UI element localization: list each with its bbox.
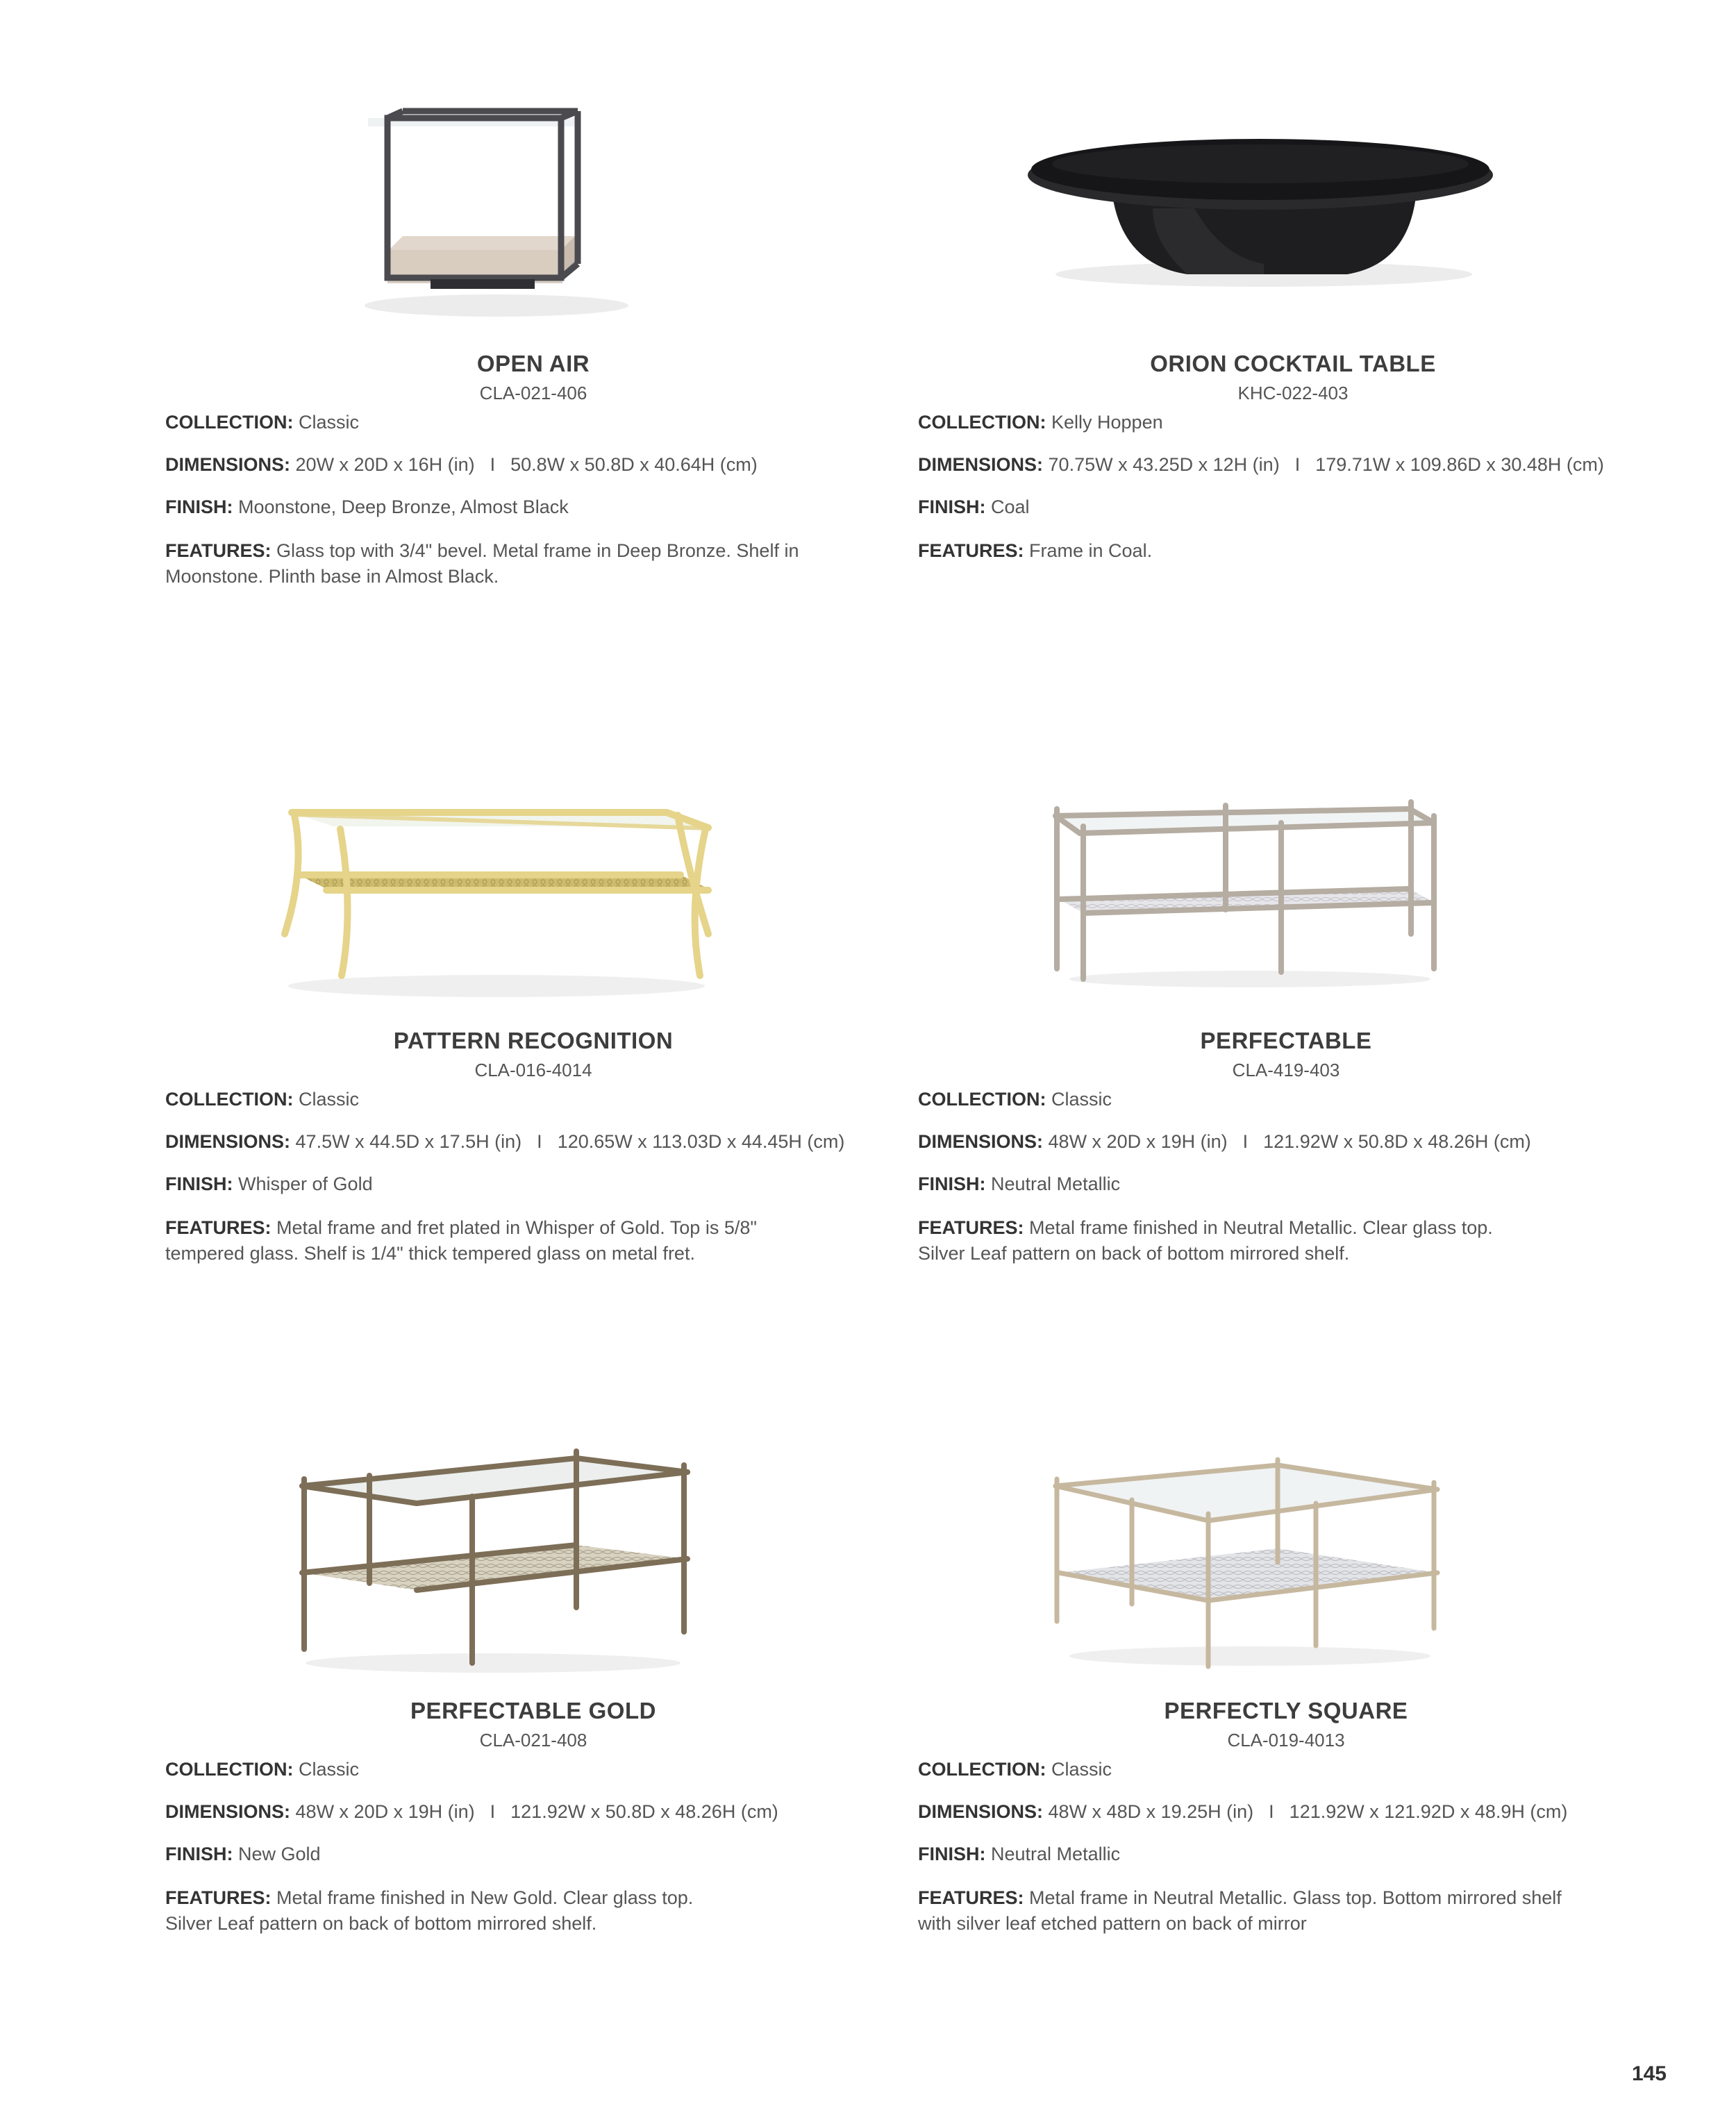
product-perfectable-gold [165, 1698, 901, 1937]
features-line: FEATURES: Glass top with 3/4" bevel. Metal frame in Deep Bronze. Shelf in Moonstone. Plinth base in Almost Black. [165, 540, 799, 587]
dimensions-line: DIMENSIONS: 48W x 48D x 19.25H (in) I 121.92W x 121.92D x 48.9H (cm) [918, 1801, 1568, 1822]
collection-line: COLLECTION: Classic [918, 1089, 1112, 1110]
product-open-air [165, 351, 901, 590]
page-number: 145 [1631, 2062, 1667, 2085]
finish-line: FINISH: Moonstone, Deep Bronze, Almost Black [165, 496, 569, 517]
product-perfectable [918, 1028, 1654, 1267]
product-code: CLA-016-4014 [474, 1060, 592, 1080]
product-perfectly-square [918, 1698, 1654, 1937]
product-orion-cocktail-table [918, 351, 1668, 564]
finish-line: FINISH: Neutral Metallic [918, 1844, 1121, 1864]
collection-line: COLLECTION: Kelly Hoppen [918, 412, 1163, 433]
collection-line: COLLECTION: Classic [918, 1759, 1112, 1780]
product-code: KHC-022-403 [1237, 383, 1349, 403]
features-line: FEATURES: Metal frame in Neutral Metallic. Glass top. Bottom mirrored shelf with silver leaf etched pattern on back of mirror [918, 1887, 1562, 1934]
product-name: PERFECTABLE [1200, 1028, 1372, 1053]
pattern-recognition-photo [264, 785, 729, 1007]
product-name: OPEN AIR [476, 351, 590, 376]
product-name: PERFECTLY SQUARE [1164, 1698, 1408, 1723]
dimensions-line: DIMENSIONS: 47.5W x 44.5D x 17.5H (in) I 120.65W x 113.03D x 44.45H (cm) [165, 1131, 845, 1152]
product-pattern-recognition [165, 1028, 901, 1267]
product-code: CLA-419-403 [1232, 1060, 1340, 1080]
product-code: CLA-021-408 [479, 1730, 587, 1751]
dimensions-line: DIMENSIONS: 70.75W x 43.25D x 12H (in) I 179.71W x 109.86D x 30.48H (cm) [918, 454, 1604, 475]
features-line: FEATURES: Metal frame finished in New Gold. Clear glass top. Silver Leaf pattern on back of bottom mirrored shelf. [165, 1887, 694, 1934]
collection-line: COLLECTION: Classic [165, 412, 360, 433]
open-air-photo [326, 97, 653, 326]
dimensions-line: DIMENSIONS: 48W x 20D x 19H (in) I 121.92W x 50.8D x 48.26H (cm) [918, 1131, 1531, 1152]
product-name: PATTERN RECOGNITION [393, 1028, 674, 1053]
dimensions-line: DIMENSIONS: 48W x 20D x 19H (in) I 121.92W x 50.8D x 48.26H (cm) [165, 1801, 778, 1822]
perfectable-photo [1049, 785, 1444, 993]
finish-line: FINISH: New Gold [165, 1844, 321, 1864]
perfectly-square-photo [1049, 1444, 1444, 1673]
features-line: FEATURES: Metal frame finished in Neutral Metallic. Clear glass top. Silver Leaf pattern on back of bottom mirrored shelf. [918, 1217, 1493, 1264]
product-code: CLA-019-4013 [1227, 1730, 1345, 1751]
features-line: FEATURES: Metal frame and fret plated in Whisper of Gold. Top is 5/8" tempered glass. Shelf is 1/4" thick tempered glass on metal fret. [165, 1217, 757, 1264]
finish-line: FINISH: Whisper of Gold [165, 1173, 373, 1194]
features-line: FEATURES: Frame in Coal. [918, 540, 1153, 561]
finish-line: FINISH: Neutral Metallic [918, 1173, 1121, 1194]
collection-line: COLLECTION: Classic [165, 1089, 360, 1110]
finish-line: FINISH: Coal [918, 496, 1030, 517]
product-name: PERFECTABLE GOLD [410, 1698, 656, 1723]
product-name: ORION COCKTAIL TABLE [1150, 351, 1436, 376]
perfectable-gold-photo [292, 1423, 694, 1680]
dimensions-line: DIMENSIONS: 20W x 20D x 16H (in) I 50.8W x 50.8D x 40.64H (cm) [165, 454, 758, 475]
collection-line: COLLECTION: Classic [165, 1759, 360, 1780]
product-code: CLA-021-406 [479, 383, 587, 403]
orion-cocktail-table-photo [1014, 125, 1514, 299]
